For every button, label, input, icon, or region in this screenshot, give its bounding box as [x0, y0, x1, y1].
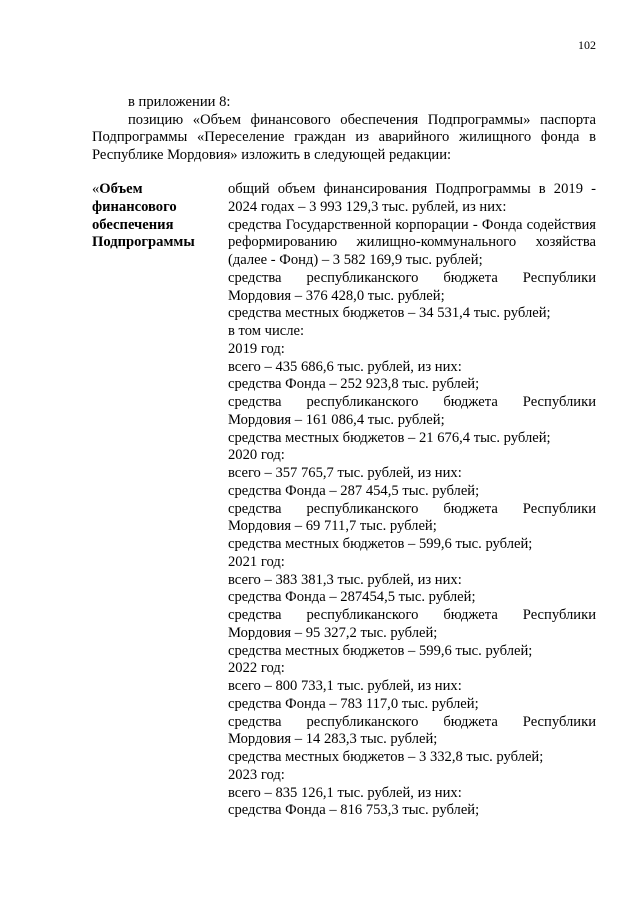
- label-line-3: обеспечения: [92, 216, 174, 233]
- label-line-1: [92, 181, 224, 199]
- content-line-2022-republic: средства республиканского бюджета Республики Мордовия – 14 283,3 тыс. рублей;: [228, 713, 596, 748]
- content-line-local-total: средства местных бюджетов – 34 531,4 тыс. рублей;: [228, 305, 551, 322]
- year-heading-2019: 2019 год:: [228, 340, 285, 357]
- content-line-2023-fund: средства Фонда – 816 753,3 тыс. рублей;: [228, 802, 480, 819]
- content-line-2021-local: средства местных бюджетов – 599,6 тыс. рублей;: [228, 642, 533, 659]
- label-line-2: финансового: [92, 198, 177, 215]
- content-line-2019-total: всего – 435 686,6 тыс. рублей, из них:: [228, 358, 462, 375]
- label-line-4: Подпрограммы: [92, 234, 195, 251]
- position-label: [92, 181, 224, 252]
- content-line-2021-fund: средства Фонда – 287454,5 тыс. рублей;: [228, 589, 476, 606]
- content-line-2022-local: средства местных бюджетов – 3 332,8 тыс. рублей;: [228, 749, 544, 765]
- year-heading-2020: 2020 год:: [228, 447, 285, 464]
- content-line-total: общий объем финансирования Подпрограммы в 2019 - 2024 годах – 3 993 129,3 тыс. рублей, из них:: [228, 181, 596, 215]
- content-line-2020-local: средства местных бюджетов – 599,6 тыс. рублей;: [228, 536, 533, 552]
- year-heading-2021: 2021 год:: [228, 553, 285, 570]
- intro-line-1: в приложении 8:: [128, 94, 231, 110]
- content-line-2021-republic: средства республиканского бюджета Республики Мордовия – 95 327,2 тыс. рублей;: [228, 607, 596, 641]
- content-line-2019-local: средства местных бюджетов – 21 676,4 тыс. рублей;: [228, 429, 551, 446]
- financing-content: [228, 181, 596, 820]
- content-line-2022-total: всего – 800 733,1 тыс. рублей, из них:: [228, 678, 462, 694]
- content-line-2020-fund: средства Фонда – 287 454,5 тыс. рублей;: [228, 482, 480, 499]
- intro-block: [92, 94, 596, 164]
- content-line-2023-total: всего – 835 126,1 тыс. рублей, из них:: [228, 784, 462, 801]
- content-line-2019-republic: средства республиканского бюджета Республики Мордовия – 161 086,4 тыс. рублей;: [228, 394, 596, 428]
- content-line-2019-fund: средства Фонда – 252 923,8 тыс. рублей;: [228, 376, 480, 393]
- year-heading-2023: 2023 год:: [228, 766, 285, 783]
- content-line-2022-fund: средства Фонда – 783 117,0 тыс. рублей;: [228, 695, 479, 712]
- content-line-fund-total: средства Государственной корпорации - Фонда содействия реформированию жилищно-коммунального хозяйства (далее - Фонд) – 3 582 169,9 тыс. рублей;: [228, 216, 596, 268]
- label-word-1: Объем: [99, 181, 143, 197]
- intro-paragraph: позицию «Объем финансового обеспечения Подпрограммы» паспорта Подпрограммы «Переселение граждан из аварийного жилищного фонда в Республике Мордовия» изложить в следующей редакции:: [92, 111, 596, 163]
- content-line-republic-total: средства республиканского бюджета Республики Мордовия – 376 428,0 тыс. рублей;: [228, 269, 596, 304]
- page-number: 102: [578, 38, 596, 52]
- content-line-2020-total: всего – 357 765,7 тыс. рублей, из них:: [228, 465, 462, 481]
- content-line-including: в том числе:: [228, 323, 305, 339]
- content-line-2020-republic: средства республиканского бюджета Республики Мордовия – 69 711,7 тыс. рублей;: [228, 500, 596, 535]
- content-line-2021-total: всего – 383 381,3 тыс. рублей, из них:: [228, 571, 462, 588]
- year-heading-2022: 2022 год:: [228, 660, 285, 677]
- label-opening-quote: «: [92, 181, 100, 197]
